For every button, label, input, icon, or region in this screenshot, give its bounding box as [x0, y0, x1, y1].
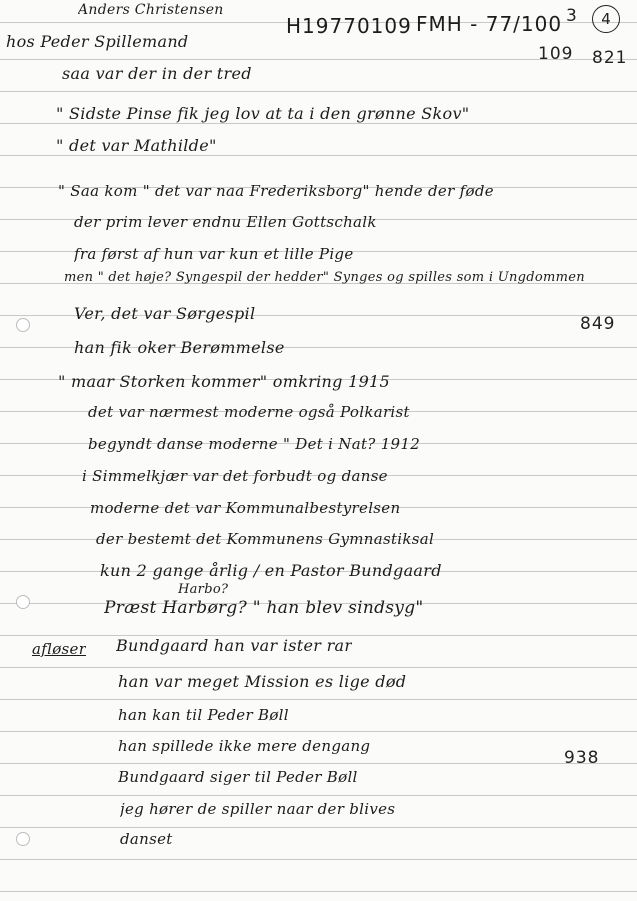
- header-code: H19770109: [286, 14, 412, 38]
- punch-hole: [16, 832, 30, 846]
- line-03: " Sidste Pinse fik jeg lov at ta i den grønne Skov": [56, 104, 470, 123]
- margin-number-938: 938: [564, 748, 600, 768]
- line-19: Præst Harbørg? " han blev sindsyg": [104, 598, 424, 618]
- line-02: saa var der in der tred: [62, 64, 252, 83]
- line-06: der prim lever endnu Ellen Gottschalk: [74, 213, 377, 231]
- line-01: hos Peder Spillemand: [6, 32, 189, 51]
- line-08: men " det høje? Syngespil der hedder" Synges og spilles som i Ungdommen: [64, 270, 585, 285]
- line-04: " det var Mathilde": [56, 136, 217, 155]
- line-14: i Simmelkjær var det forbudt og danse: [82, 467, 388, 485]
- line-22: han kan til Peder Bøll: [118, 706, 289, 724]
- line-15: moderne det var Kommunalbestyrelsen: [90, 499, 401, 517]
- line-16: der bestemt det Kommunens Gymnastiksal: [96, 530, 435, 548]
- header-top-note: Anders Christensen: [78, 2, 224, 18]
- line-12: det var nærmest moderne også Polkarist: [88, 403, 410, 421]
- circled-number: 4: [592, 5, 620, 33]
- line-09: Ver, det var Sørgespil: [74, 304, 256, 323]
- line-26: danset: [120, 830, 173, 848]
- margin-note-left: afløser: [32, 640, 87, 658]
- line-13: begyndt danse moderne " Det i Nat? 1912: [88, 435, 421, 453]
- header-right-number: 821: [592, 48, 628, 68]
- line-10: han fik oker Berømmelse: [74, 338, 285, 357]
- line-20: Bundgaard han var ister rar: [116, 636, 353, 655]
- header-fmh: FMH - 77/100: [416, 12, 563, 36]
- line-17: kun 2 gange årlig / en Pastor Bundgaard: [100, 561, 442, 580]
- line-11: " maar Storken kommer" omkring 1915: [58, 372, 391, 391]
- line-05: " Saa kom " det var naa Frederiksborg" hende der føde: [58, 182, 494, 200]
- line-21: han var meget Mission es lige død: [118, 672, 407, 691]
- line-25: jeg hører de spiller naar der blives: [120, 800, 396, 818]
- header-fraction-bottom: 109: [538, 44, 574, 64]
- line-23: han spillede ikke mere dengang: [118, 737, 371, 755]
- punch-hole: [16, 318, 30, 332]
- line-07: fra først af hun var kun et lille Pige: [74, 245, 354, 263]
- line-24: Bundgaard siger til Peder Bøll: [118, 768, 358, 786]
- punch-hole: [16, 595, 30, 609]
- line-18-annotation: Harbo?: [178, 582, 229, 597]
- margin-number-849: 849: [580, 314, 616, 334]
- header-page-number: 3: [566, 6, 578, 26]
